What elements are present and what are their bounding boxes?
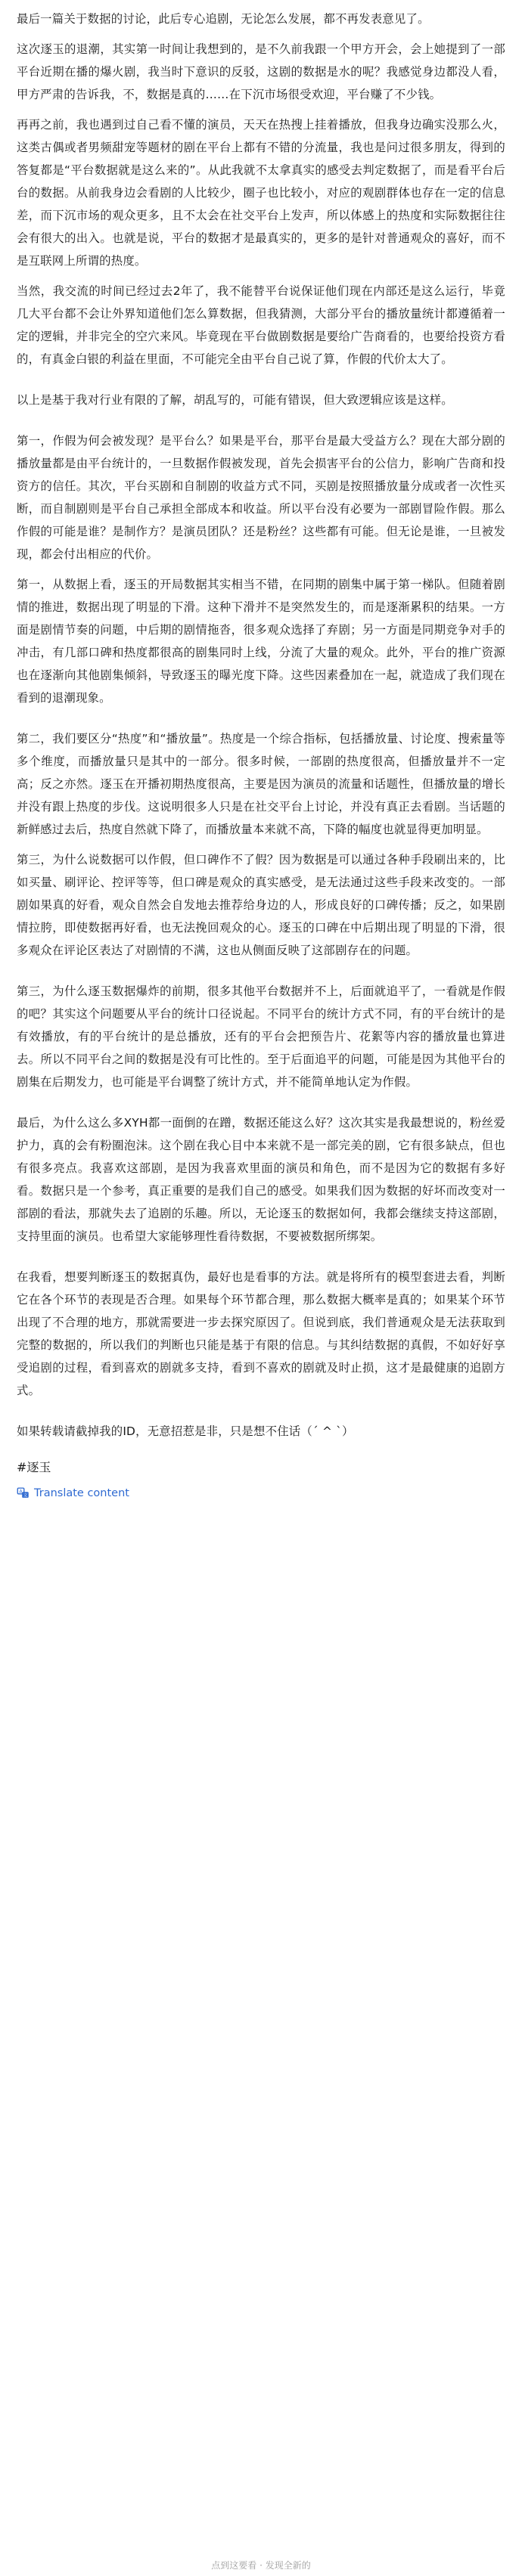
post-paragraph-4: 当然，我交流的时间已经过去2年了，我不能替平台说保证他们现在内部还是这么运行，毕竟几大平台都不会让外界知道他们怎么算数据，但我猜测，大部分平台的播放量统计都遵循着一定的逻辑，并非完全的空穴来风。毕竟现在平台做剧数据是要给广告商看的，也要给投资方看的，有真金白银的利益在里面，不可能完全由平台自己说了算，作假的代价太大了。: [17, 284, 505, 366]
post-paragraph-1: 最后一篇关于数据的讨论，此后专心追剧，无论怎么发展，都不再发表意见了。: [17, 12, 430, 26]
translate-label: Translate content: [34, 1486, 129, 1499]
post-paragraph-6: 第一，作假为何会被发现？是平台么？如果是平台，那平台是最大受益方么？现在大部分剧的播放量都是由平台统计的，一旦数据作假被发现，首先会损害平台的公信力，影响广告商和投资方的信任。其次，平台买剧和自制剧的收益方式不同，买剧是按照播放量分成或者一次性买断，而自制剧则是平台自己承担全部成本和收益。所以平台没有必要为一部剧冒险作假。那么作假的可能是谁？是制作方？是演员团队？还是粉丝？这些都有可能。但无论是谁，一旦被发现，都会付出相应的代价。: [17, 434, 505, 561]
post-paragraph-5: 以上是基于我对行业有限的了解，胡乱写的，可能有错误，但大致逻辑应该是这样。: [17, 393, 453, 407]
post-paragraph-2: 这次逐玉的退潮，其实第一时间让我想到的，是不久前我跟一个甲方开会，会上她提到了一部平台近期在播的爆火剧，我当时下意识的反驳，这剧的数据是水的呢？我感觉身边都没人看，甲方严肃的告诉我，不，数据是真的……在下沉市场很受欢迎，平台赚了不少钱。: [17, 42, 505, 101]
svg-text:文: 文: [23, 1493, 28, 1499]
post-paragraph-8: 第二，我们要区分“热度”和“播放量”。热度是一个综合指标，包括播放量、讨论度、搜索量等多个维度，而播放量只是其中的一部分。很多时候，一部剧的热度很高，但播放量并不一定高；反之亦然。逐玉在开播初期热度很高，主要是因为演员的流量和话题性，但播放量的增长并没有跟上热度的步伐。这说明很多人只是在社交平台上讨论，并没有真正去看剧。当话题的新鲜感过去后，热度自然就下降了，而播放量本来就不高，下降的幅度也就显得更加明显。: [17, 732, 505, 836]
post-paragraph-7: 第一，从数据上看，逐玉的开局数据其实相当不错，在同期的剧集中属于第一梯队。但随着剧情的推进，数据出现了明显的下滑。这种下滑并不是突然发生的，而是逐渐累积的结果。一方面是剧情节奏的问题，中后期的剧情拖沓，很多观众选择了弃剧；另一方面是同期竞争对手的冲击，有几部口碑和热度都很高的剧集同时上线，分流了大量的观众。此外，平台的推广资源也在逐渐向其他剧集倾斜，导致逐玉的曝光度下降。这些因素叠加在一起，就造成了我们现在看到的退潮现象。: [17, 578, 505, 705]
svg-text:A: A: [19, 1489, 23, 1495]
translate-content-button[interactable]: [17, 1486, 505, 1499]
hashtag-link[interactable]: #逐玉: [17, 1460, 51, 1474]
post-paragraph-11: 最后，为什么这么多XYH都一面倒的在蹭，数据还能这么好？这次其实是我最想说的，粉丝爱护力，真的会有粉圈泡沫。这个剧在我心目中本来就不是一部完美的剧，它有很多缺点，但也有很多亮点。我喜欢这部剧，是因为我喜欢里面的演员和角色，而不是因为它的数据有多好看。数据只是一个参考，真正重要的是我们自己的感受。如果我们因为数据的好坏而改变对一部剧的看法，那就失去了追剧的乐趣。所以，无论逐玉的数据如何，我都会继续支持这部剧，支持里面的演员。也希望大家能够理性看待数据，不要被数据所绑架。: [17, 1116, 505, 1243]
post-paragraph-13: 如果转载请截掉我的ID，无意招惹是非，只是想不住话（´ ^ `）: [17, 1424, 354, 1438]
post-paragraph-10: 第三，为什么逐玉数据爆炸的前期，很多其他平台数据并不上，后面就追平了，一看就是作假的吧？其实这个问题要从平台的统计口径说起。不同平台的统计方式不同，有的平台统计的是有效播放，有的平台统计的是总播放，还有的平台会把预告片、花絮等内容的播放量也算进去。所以不同平台之间的数据是没有可比性的。至于后面追平的问题，可能是因为其他平台的剧集在后期发力，也可能是平台调整了统计方式，并不能简单地认定为作假。: [17, 984, 505, 1089]
post-paragraph-12: 在我看，想要判断逐玉的数据真伪，最好也是看事的方法。就是将所有的模型套进去看，判断它在各个环节的表现是否合理。如果每个环节都合理，那么数据大概率是真的；如果某个环节出现了不合理的地方，那就需要进一步去探究原因了。但说到底，我们普通观众是无法获取到完整的数据的，所以我们的判断也只能是基于有限的信息。与其纠结数据的真假，不如好好享受追剧的过程，看到喜欢的剧就多支持，看到不喜欢的剧就及时止损，这才是最健康的追剧方式。: [17, 1270, 505, 1397]
watermark-text: 点到这要看 · 发现全新的: [211, 2560, 311, 2571]
translate-icon: [17, 1486, 30, 1499]
post-paragraph-3: 再再之前，我也遇到过自己看不懂的演员，天天在热搜上挂着播放，但我身边确实没那么火，这类古偶或者男频甜宠等题材的剧在平台上都有不错的分流量，我也是问过很多朋友，得到的答复都是“平台数据就是这么来的”。从此我就不太拿真实的感受去判定数据了，而是看平台后台的数据。从前我身边会看剧的人比较少，圈子也比较小，对应的观剧群体也存在一定的信息差，而下沉市场的观众更多，且不太会在社交平台上发声，所以体感上的热度和实际数据往往会有很大的出入。也就是说，平台的数据才是最真实的，更多的是针对普通观众的喜好，而不是互联网上所谓的热度。: [17, 118, 505, 268]
post-paragraph-9: 第三，为什么说数据可以作假，但口碑作不了假？因为数据是可以通过各种手段刷出来的，比如买量、刷评论、控评等等，但口碑是观众的真实感受，是无法通过这些手段来改变的。一部剧如果真的好看，观众自然会自发地去推荐给身边的人，形成良好的口碑传播；反之，如果剧情拉胯，即使数据再好看，也无法挽回观众的心。逐玉的口碑在中后期出现了明显的下滑，很多观众在评论区表达了对剧情的不满，这也从侧面反映了这部剧存在的问题。: [17, 853, 505, 957]
